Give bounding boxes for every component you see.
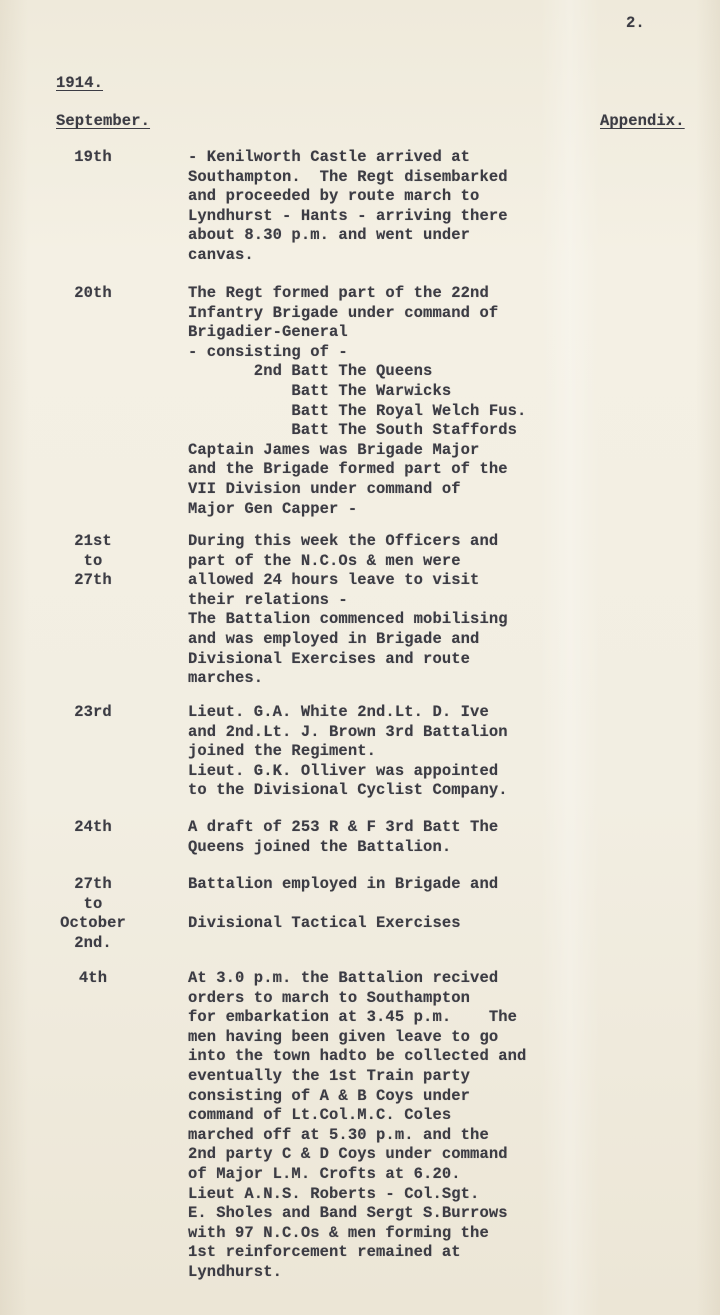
entry-text: - Kenilworth Castle arrived at Southampton. The Regt disembarked and proceeded by route march to Lyndhurst - Hants - arriving there about 8.30 p.m. and went under canvas. (188, 148, 508, 264)
entry-date: 24th (74, 818, 112, 836)
entry-date: 20th (74, 284, 112, 302)
entry-text: A draft of 253 R & F 3rd Batt The Queens joined the Battalion. (188, 818, 499, 856)
appendix-heading: Appendix. (600, 112, 685, 130)
entry-text: Lieut. G.A. White 2nd.Lt. D. Ive and 2nd.Lt. J. Brown 3rd Battalion joined the Regiment. Lieut. G.K. Olliver was appointed to the Divisional Cyclist Company. (188, 703, 508, 800)
entry-date: 21st to 27th (74, 532, 112, 590)
entry-text: Battalion employed in Brigade and Divisional Tactical Exercises (188, 875, 499, 933)
page-number: 2. (626, 14, 645, 32)
entry-date: 27th to October 2nd. (60, 875, 126, 952)
entry-text: The Regt formed part of the 22nd Infantry Brigade under command of Brigadier-General - consisting of - 2nd Batt The Queens Batt The Warwicks Batt The Royal Welch Fus. Batt The South Staffords Captain James was Brigade Major and the Brigade formed part of the VII Division under command of Major Gen Capper - (188, 284, 527, 518)
year-heading: 1914. (56, 74, 104, 92)
entry-date: 19th (74, 148, 112, 166)
month-heading: September. (56, 112, 151, 130)
entry-date: 23rd (74, 703, 112, 721)
paper-fold (540, 0, 600, 1315)
entry-date: 4th (78, 969, 108, 987)
entry-text: At 3.0 p.m. the Battalion recived orders to march to Southampton for embarkation at 3.45 p.m. The men having been given leave to go into the town hadto be collected and eventually the 1st Train party consisting of A & B Coys under command of Lt.Col.M.C. Coles marched off at 5.30 p.m. and the 2nd party C & D Coys under command of Major L.M. Crofts at 6.20. Lieut A.N.S. Roberts - Col.Sgt. E. Sholes and Band Sergt S.Burrows with 97 N.C.Os & men forming the 1st reinforcement remained at Lyndhurst. (188, 969, 527, 1281)
entry-text: During this week the Officers and part of the N.C.Os & men were allowed 24 hours leave to visit their relations - The Battalion commenced mobilising and was employed in Brigade and Divisional Exercises and route marches. (188, 532, 508, 688)
